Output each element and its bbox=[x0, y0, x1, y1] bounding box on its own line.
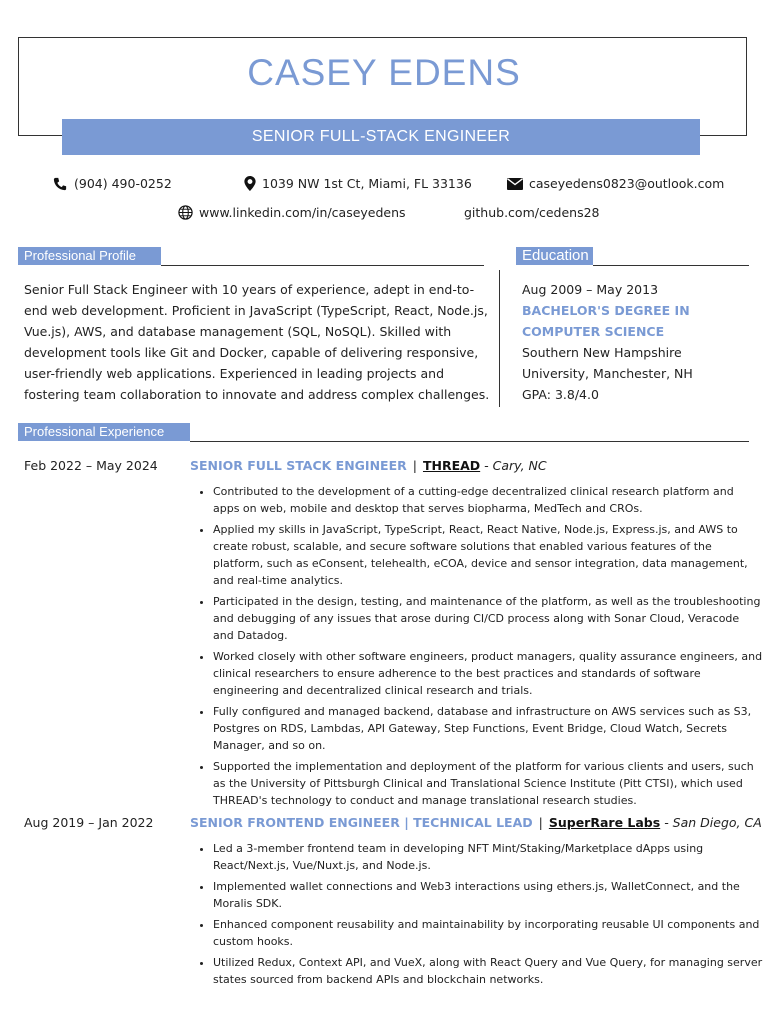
email-link[interactable]: caseyedens0823@outlook.com bbox=[529, 176, 725, 191]
job-title-banner: SENIOR FULL-STACK ENGINEER bbox=[62, 119, 700, 155]
education-school: Southern New Hampshire University, Manchester, NH bbox=[522, 345, 693, 381]
contact-email bbox=[507, 176, 724, 191]
contact-phone bbox=[52, 176, 172, 191]
job-bullets bbox=[190, 840, 763, 992]
education-heading: Education bbox=[516, 247, 593, 265]
job-bullets bbox=[190, 483, 763, 813]
list-item: • Fully configured and managed backend, database and infrastructure on AWS services such as S3, Postgres on RDS, Lambdas, API Gateway, Step Functions, Event Bridge, Cloud Watch, Secrets Manager, and so on. bbox=[213, 703, 763, 754]
job-location: - San Diego, CA bbox=[664, 815, 762, 830]
experience-heading: Professional Experience bbox=[18, 423, 190, 441]
contact-github bbox=[464, 205, 600, 220]
github-link[interactable]: github.com/cedens28 bbox=[464, 205, 600, 220]
list-item: • Implemented wallet connections and Web3 interactions using ethers.js, WalletConnect, and the Moralis SDK. bbox=[213, 878, 763, 912]
education-degree: BACHELOR'S DEGREE IN COMPUTER SCIENCE bbox=[522, 303, 690, 339]
job-title: SENIOR FULL STACK ENGINEER bbox=[190, 458, 407, 473]
education-heading-rule bbox=[593, 265, 749, 266]
education-dates: Aug 2009 – May 2013 bbox=[522, 282, 659, 297]
list-item: • Led a 3-member frontend team in developing NFT Mint/Staking/Marketplace dApps using React/Next.js, Vue/Nuxt.js, and Node.js. bbox=[213, 840, 763, 874]
list-item: • Enhanced component reusability and maintainability by incorporating reusable UI components and custom hooks. bbox=[213, 916, 763, 950]
contact-linkedin bbox=[178, 205, 406, 220]
profile-heading: Professional Profile bbox=[18, 247, 161, 265]
education-gpa: GPA: 3.8/4.0 bbox=[522, 387, 599, 402]
contact-address bbox=[244, 176, 472, 191]
job-header bbox=[190, 815, 762, 830]
candidate-name: CASEY EDENS bbox=[247, 52, 521, 93]
education-block bbox=[522, 279, 747, 405]
list-item: • Applied my skills in JavaScript, TypeScript, React, React Native, Node.js, Express.js, and AWS to create robust, scalable, and secure software solutions that enabled various features of the platform, such as eConsent, telehealth, eCOA, device and sensor integration, data management, and real-time analytics. bbox=[213, 521, 763, 589]
phone-icon bbox=[52, 177, 68, 191]
experience-heading-rule bbox=[190, 441, 749, 442]
job-dates: Aug 2019 – Jan 2022 bbox=[24, 815, 154, 830]
job-header bbox=[190, 458, 547, 473]
linkedin-link[interactable]: www.linkedin.com/in/caseyedens bbox=[199, 205, 406, 220]
job-separator: | bbox=[412, 458, 417, 473]
list-item: • Utilized Redux, Context API, and VueX, along with React Query and Vue Query, for managing server states sourced from backend APIs and blockchain networks. bbox=[213, 954, 763, 988]
address-text: 1039 NW 1st Ct, Miami, FL 33136 bbox=[262, 176, 472, 191]
column-divider bbox=[499, 270, 500, 407]
company-name: THREAD bbox=[422, 458, 481, 473]
list-item: • Supported the implementation and deployment of the platform for various clients and users, such as the University of Pittsburgh Clinical and Translational Science Institute (Pitt CTSI), which used THREAD's technology to conduct and manage translational research studies. bbox=[213, 758, 763, 809]
job-dates: Feb 2022 – May 2024 bbox=[24, 458, 158, 473]
job-title: SENIOR FRONTEND ENGINEER | TECHNICAL LEAD bbox=[190, 815, 533, 830]
location-pin-icon bbox=[244, 176, 256, 191]
list-item: • Contributed to the development of a cutting-edge decentralized clinical research platform and apps on web, mobile and desktop that serves biopharma, MedTech and CROs. bbox=[213, 483, 763, 517]
list-item: • Participated in the design, testing, and maintenance of the platform, as well as the troubleshooting and debugging of any issues that arose during CI/CD process along with Sonar Cloud, Veracode and Datadog. bbox=[213, 593, 763, 644]
profile-summary: Senior Full Stack Engineer with 10 years of experience, adept in end-to-end web development. Proficient in JavaScript (TypeScript, React, Node.js, Vue.js), AWS, and database management (SQL, NoSQL). Skilled with development tools like Git and Docker, capable of delivering responsive, user-friendly web applications. Experienced in leading projects and fostering team collaboration to innovate and address complex challenges. bbox=[24, 282, 490, 402]
job-separator: | bbox=[538, 815, 543, 830]
job-location: - Cary, NC bbox=[484, 458, 547, 473]
phone-text: (904) 490-0252 bbox=[74, 176, 172, 191]
profile-heading-rule bbox=[161, 265, 484, 266]
globe-icon bbox=[178, 205, 193, 220]
envelope-icon bbox=[507, 178, 523, 190]
list-item: • Worked closely with other software engineers, product managers, quality assurance engineers, and clinical researchers to ensure adherence to the best practices and standards of software engineering and decentralized clinical research and trials. bbox=[213, 648, 763, 699]
company-name: SuperRare Labs bbox=[548, 815, 661, 830]
